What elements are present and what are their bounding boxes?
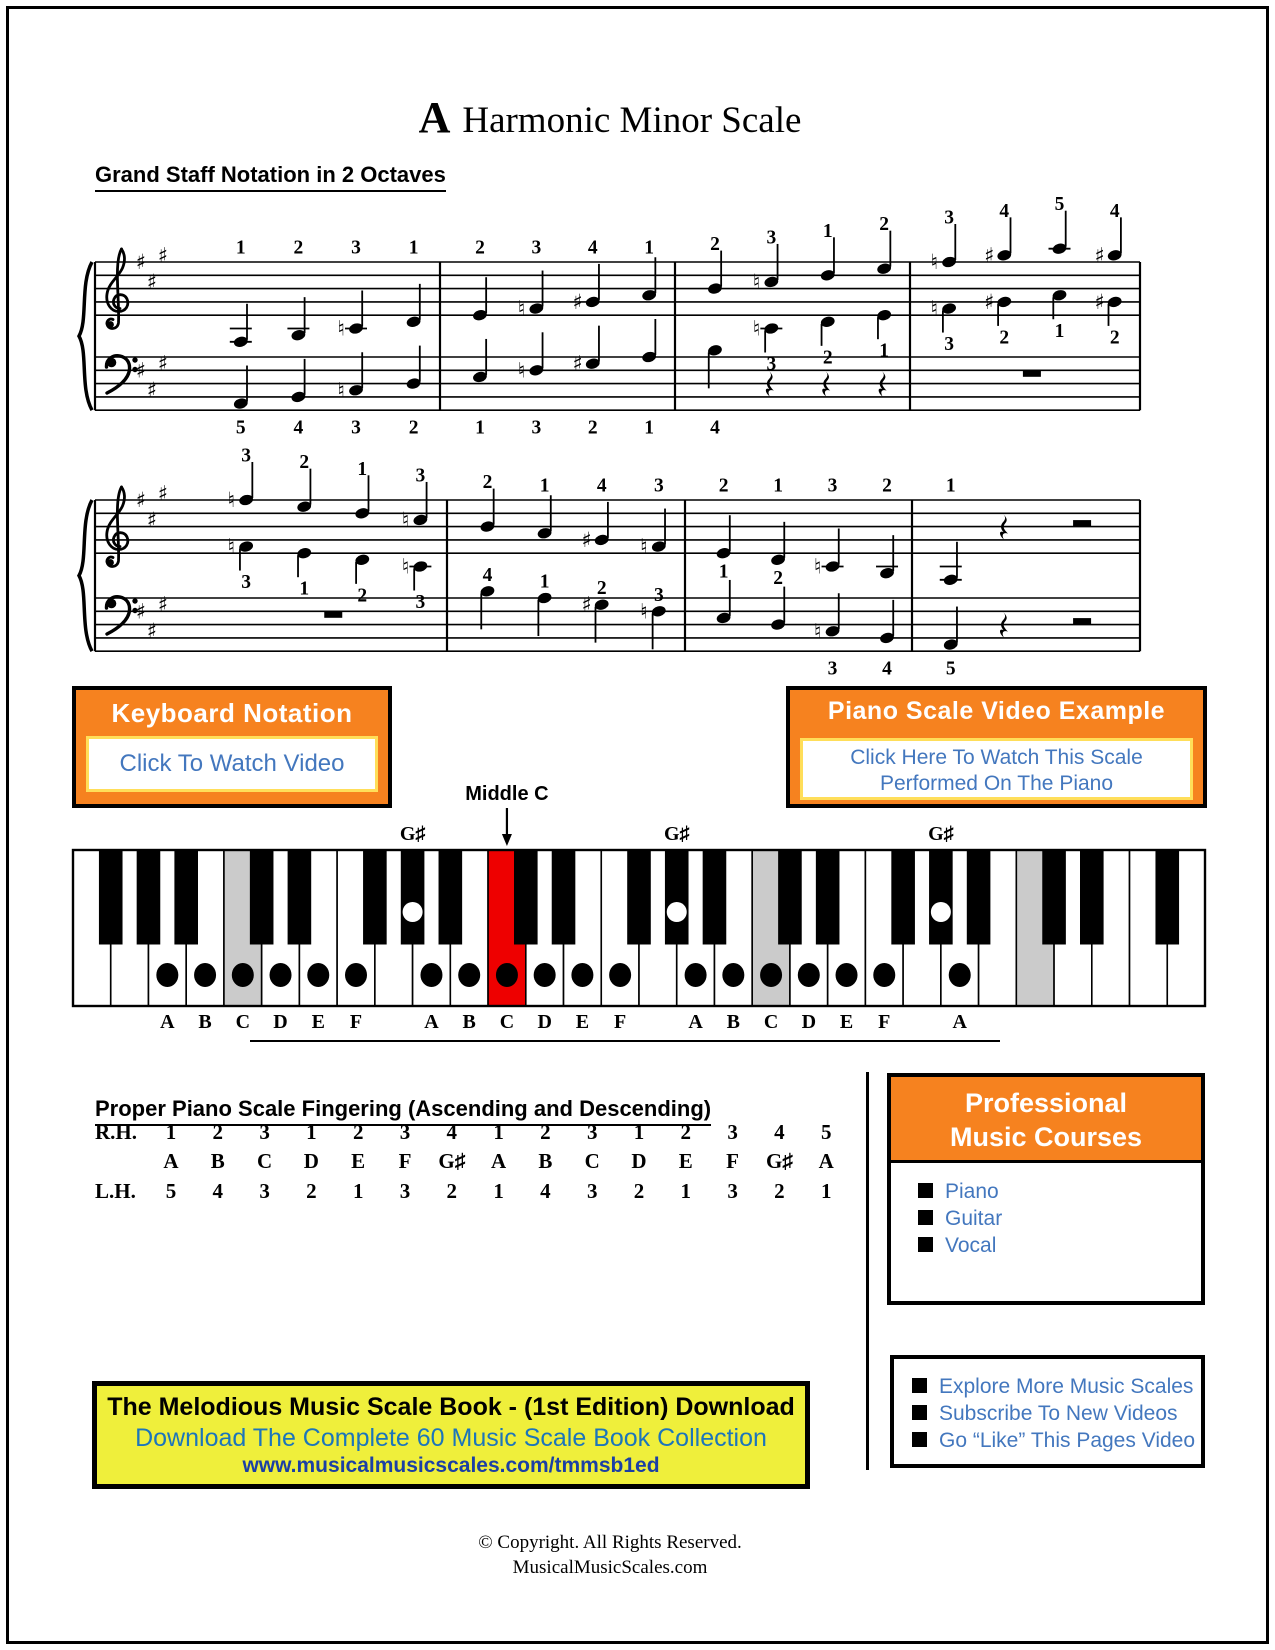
sharp-accidental: ♯ — [581, 527, 592, 552]
black-key — [930, 850, 953, 944]
fingering-cell-lh: 1 — [493, 1179, 504, 1203]
fingering-cell-rh: 2 — [212, 1120, 224, 1144]
fingering-cell-lh: 3 — [586, 1179, 598, 1203]
fingering-number: 2 — [879, 214, 890, 236]
more-link-item-link[interactable]: Subscribe To New Videos — [939, 1402, 1178, 1425]
fingering-cell-lh: 1 — [820, 1179, 832, 1203]
fingering-cell-note: B — [210, 1149, 225, 1173]
scale-note-dot — [609, 963, 631, 987]
fingering-number: 2 — [1109, 327, 1120, 349]
fingering-cell-note: E — [678, 1149, 693, 1173]
black-key — [99, 850, 122, 944]
natural-accidental: ♮ — [401, 554, 410, 579]
copyright-footer — [0, 1530, 1220, 1580]
fingering-number: 2 — [822, 347, 833, 369]
gsharp-marker-dot — [667, 902, 687, 922]
fingering-cell-rh: 3 — [727, 1120, 738, 1144]
fingering-cell-rh: 3 — [259, 1120, 270, 1144]
sharp-accidental: ♯ — [1094, 289, 1105, 314]
natural-accidental: ♮ — [401, 507, 410, 532]
grand-staff-heading: Grand Staff Notation in 2 Octaves — [95, 162, 446, 192]
scale-note-dot — [156, 963, 178, 987]
scale-note-dot — [760, 963, 782, 987]
scale-note-dot — [873, 963, 895, 987]
course-item[interactable] — [918, 1207, 1002, 1231]
black-key — [1081, 850, 1104, 944]
course-item-link[interactable]: Vocal — [945, 1234, 997, 1257]
key-signature-sharp: ♯ — [157, 243, 169, 268]
key-signature-sharp: ♯ — [135, 488, 147, 512]
fingering-cell-rh: 3 — [586, 1120, 598, 1144]
more-link-item-link[interactable]: Explore More Music Scales — [939, 1375, 1194, 1398]
fingering-number: 3 — [351, 237, 361, 259]
white-key-letter: F — [349, 1011, 363, 1033]
fingering-cell-rh: 1 — [165, 1120, 177, 1144]
fingering-number: 2 — [299, 452, 310, 474]
bullet-square-icon — [918, 1183, 933, 1198]
white-key-letter: D — [273, 1011, 288, 1033]
fingering-number: 2 — [773, 568, 783, 590]
natural-accidental: ♮ — [640, 534, 648, 559]
scale-note-dot — [798, 963, 820, 987]
scale-note-dot — [420, 963, 442, 987]
scale-note-dot — [836, 963, 858, 987]
fingering-number: 2 — [482, 472, 493, 494]
gsharp-key-label: G♯ — [399, 823, 426, 845]
fingering-number: 4 — [999, 200, 1010, 222]
sharp-accidental: ♯ — [984, 243, 995, 268]
fingering-heading: Proper Piano Scale Fingering (Ascending and Descending) — [95, 1096, 711, 1126]
fingering-number: 2 — [999, 327, 1010, 349]
fingering-cell-lh: 2 — [446, 1179, 458, 1203]
system-brace — [79, 262, 92, 410]
fingering-number: 4 — [587, 237, 598, 259]
fingering-cell-note: F — [398, 1149, 412, 1173]
scale-note-dot — [722, 963, 744, 987]
piano-scale-video-box-title: Piano Scale Video Example — [827, 697, 1166, 725]
black-key — [703, 850, 726, 944]
fingering-cell-lh: 2 — [306, 1179, 317, 1203]
natural-accidental: ♮ — [337, 378, 345, 403]
fingering-number: 1 — [235, 237, 246, 259]
fingering-number: 3 — [766, 227, 777, 249]
fingering-number: 3 — [241, 445, 252, 467]
fingering-cell-rh: 1 — [633, 1120, 645, 1144]
natural-accidental: ♮ — [813, 619, 822, 644]
bass-clef-icon — [106, 356, 137, 393]
white-key-letter: E — [311, 1011, 325, 1033]
scale-note-dot — [194, 963, 216, 987]
black-key — [401, 850, 424, 944]
fingering-number: 2 — [293, 237, 304, 259]
fingering-number: 2 — [408, 417, 419, 439]
piano-keyboard-diagram — [60, 770, 1220, 1040]
more-link-item[interactable] — [912, 1429, 1195, 1453]
fingering-number: 2 — [718, 475, 729, 497]
fingering-cell-note: E — [351, 1149, 366, 1173]
key-signature-sharp: ♯ — [146, 508, 158, 532]
fingering-number: 2 — [710, 234, 720, 256]
black-key — [665, 850, 688, 944]
fingering-number: 1 — [539, 571, 550, 593]
fingering-number: 2 — [357, 585, 368, 607]
fingering-number: 1 — [408, 237, 419, 259]
fingering-number: 2 — [475, 237, 485, 259]
gsharp-marker-dot — [403, 902, 423, 922]
black-key — [892, 850, 915, 944]
gsharp-marker-dot — [931, 902, 951, 922]
black-key — [816, 850, 839, 944]
piano-scale-video-link-line2[interactable]: Performed On The Piano — [879, 772, 1114, 795]
natural-accidental: ♮ — [517, 358, 526, 383]
fingering-number: 1 — [773, 475, 783, 497]
fingering-cell-note: D — [631, 1149, 647, 1173]
white-key-letter: A — [688, 1011, 703, 1033]
key-signature-sharp: ♯ — [135, 250, 147, 274]
fingering-number: 2 — [587, 417, 598, 439]
professional-courses-box — [887, 1073, 1205, 1305]
fingering-cell-lh: 1 — [352, 1179, 364, 1203]
fingering-number: 1 — [879, 340, 890, 362]
fingering-number: 3 — [241, 572, 252, 594]
white-key-letter: E — [839, 1011, 854, 1033]
fingering-cell-lh: 3 — [727, 1179, 738, 1203]
white-key-letter: B — [726, 1011, 741, 1033]
scale-book-download-link[interactable]: Download The Complete 60 Music Scale Book Collection — [135, 1424, 767, 1452]
key-signature-sharp: ♯ — [146, 270, 158, 294]
scale-note-dot — [307, 963, 329, 987]
black-key — [628, 850, 651, 944]
fingering-number: 5 — [1054, 194, 1065, 216]
key-signature-sharp: ♯ — [135, 358, 147, 383]
white-key-letter: F — [614, 1011, 627, 1033]
natural-accidental: ♮ — [640, 599, 648, 624]
key-signature-sharp: ♯ — [157, 592, 169, 617]
fingering-number: 4 — [482, 564, 493, 586]
natural-accidental: ♮ — [517, 296, 526, 321]
fingering-number: 3 — [766, 354, 777, 375]
fingering-number: 1 — [945, 475, 956, 497]
fingering-number: 4 — [710, 417, 720, 439]
black-key — [250, 850, 273, 944]
black-key — [1156, 850, 1179, 944]
white-key-letter: C — [499, 1011, 515, 1033]
fingering-number: 3 — [653, 584, 664, 606]
fingering-row-label-lh: L.H. — [95, 1179, 136, 1203]
keyboard-underline — [250, 1040, 1000, 1042]
fingering-number: 1 — [718, 561, 729, 583]
scale-note-dot — [571, 963, 593, 987]
professional-courses-title — [891, 1077, 1201, 1163]
fingering-number: 1 — [539, 475, 550, 497]
black-key — [515, 850, 538, 944]
course-item-link[interactable]: Guitar — [945, 1207, 1003, 1230]
scale-book-download-box — [92, 1381, 810, 1489]
fingering-cell-rh: 2 — [680, 1120, 692, 1144]
fingering-cell-rh: 1 — [493, 1120, 504, 1144]
black-key — [779, 850, 802, 944]
more-links-box — [890, 1355, 1205, 1468]
gsharp-key-label: G♯ — [928, 823, 954, 845]
bullet-square-icon — [918, 1237, 933, 1252]
more-link-item-link[interactable]: Go “Like” This Pages Video — [939, 1429, 1196, 1452]
copyright-line: © Copyright. All Rights Reserved. — [478, 1532, 742, 1553]
key-signature-sharp: ♯ — [157, 351, 169, 376]
sharp-accidental: ♯ — [984, 289, 995, 314]
fingering-cell-lh: 5 — [165, 1179, 177, 1203]
fingering-number: 3 — [415, 465, 426, 487]
system-brace — [79, 500, 92, 651]
fingering-cell-rh: 1 — [306, 1120, 317, 1144]
natural-accidental: ♮ — [930, 250, 938, 274]
fingering-cell-lh: 4 — [212, 1179, 224, 1203]
fingering-cell-lh: 2 — [774, 1179, 785, 1203]
fingering-number: 4 — [293, 417, 304, 439]
key-signature-sharp: ♯ — [146, 619, 158, 644]
fingering-cell-rh: 2 — [352, 1120, 364, 1144]
white-key-letter: E — [575, 1011, 590, 1033]
sharp-accidental: ♯ — [572, 351, 583, 376]
fingering-cell-rh: 3 — [399, 1120, 411, 1144]
white-key-letter: D — [537, 1011, 552, 1033]
natural-accidental: ♮ — [337, 316, 345, 341]
fingering-cell-note: B — [538, 1149, 553, 1173]
scale-book-url-link[interactable]: www.musicalmusicscales.com/tmmsb1ed — [242, 1454, 660, 1477]
black-key — [552, 850, 575, 944]
fingering-number: 3 — [415, 592, 426, 613]
scale-note-dot — [685, 963, 707, 987]
fingering-cell-note: A — [163, 1149, 179, 1173]
fingering-number: 3 — [531, 417, 542, 439]
fingering-cell-rh: 4 — [774, 1120, 785, 1144]
white-key-letter: B — [198, 1011, 212, 1033]
bass-clef-icon — [106, 597, 137, 634]
gsharp-key-label: G♯ — [663, 823, 690, 845]
fingering-number: 3 — [827, 475, 838, 497]
scale-note-dot — [949, 963, 971, 987]
fingering-cell-lh: 1 — [680, 1179, 692, 1203]
title-key-letter: A — [418, 93, 451, 142]
fingering-number: 3 — [653, 475, 664, 497]
key-signature-sharp: ♯ — [135, 599, 147, 624]
keyboard-notation-box-title: Keyboard Notation — [111, 698, 353, 728]
fingering-cell-note: C — [584, 1149, 600, 1173]
grand-staff-heading-wrap — [95, 162, 446, 192]
fingering-number: 1 — [357, 458, 368, 480]
white-key-letter: A — [424, 1011, 439, 1033]
scale-note-dot — [232, 963, 254, 987]
natural-accidental: ♮ — [752, 269, 761, 294]
fingering-number: 2 — [596, 578, 607, 600]
fingering-number: 4 — [1109, 200, 1120, 222]
bullet-square-icon — [918, 1210, 933, 1225]
whole-rest — [1023, 370, 1041, 377]
key-signature-sharp: ♯ — [157, 481, 169, 506]
sharp-accidental: ♯ — [572, 289, 583, 314]
white-key-letter: A — [160, 1011, 175, 1033]
fingering-number: 3 — [351, 417, 361, 439]
fingering-number: 4 — [882, 658, 892, 680]
fingering-cell-lh: 3 — [259, 1179, 270, 1203]
fingering-cell-note: C — [257, 1149, 273, 1173]
fingering-number: 1 — [475, 417, 485, 439]
black-key — [175, 850, 198, 944]
keyboard-notation-watch-link[interactable]: Click To Watch Video — [86, 736, 378, 792]
fingering-row-label-rh: R.H. — [95, 1120, 137, 1144]
more-link-item[interactable] — [912, 1402, 1178, 1426]
black-key — [439, 850, 462, 944]
fingering-cell-lh: 3 — [399, 1179, 411, 1203]
white-key-letter: B — [462, 1011, 476, 1033]
black-key — [288, 850, 311, 944]
professional-courses-title-line2: Music Courses — [949, 1122, 1143, 1152]
natural-accidental: ♮ — [227, 534, 235, 559]
fingering-number: 1 — [1054, 320, 1065, 342]
fingering-cell-note: G♯ — [765, 1149, 793, 1173]
professional-courses-title-line1: Professional — [964, 1088, 1128, 1118]
fingering-number: 1 — [644, 417, 655, 439]
course-item-link[interactable]: Piano — [945, 1180, 999, 1203]
site-name: MusicalMusicScales.com — [512, 1557, 708, 1578]
sharp-accidental: ♯ — [1094, 243, 1105, 268]
fingering-cell-lh: 4 — [540, 1179, 551, 1203]
middle-c-label: Middle C — [465, 783, 549, 805]
scale-book-title: The Melodious Music Scale Book - (1st Edition) Download — [107, 1393, 795, 1421]
grand-staff-notation — [60, 195, 1160, 700]
black-key — [967, 850, 990, 944]
scale-note-dot — [496, 963, 518, 987]
title-scale-name: Harmonic Minor Scale — [462, 100, 802, 141]
fingering-cell-rh: 5 — [820, 1120, 832, 1144]
middle-c-arrowhead-icon — [502, 834, 512, 846]
half-rest — [1073, 520, 1091, 527]
fingering-cell-lh: 2 — [633, 1179, 645, 1203]
fingering-number: 2 — [882, 475, 892, 497]
page-title — [0, 92, 1220, 143]
white-key-letter: D — [801, 1011, 817, 1033]
fingering-number: 3 — [531, 237, 542, 259]
fingering-cell-note: F — [726, 1149, 740, 1173]
fingering-cell-note: D — [303, 1149, 319, 1173]
fingering-number: 5 — [235, 417, 246, 439]
fingering-number: 3 — [944, 207, 954, 229]
white-key-letter: A — [952, 1011, 967, 1033]
fingering-cell-note: A — [818, 1149, 834, 1173]
white-key-letter: C — [235, 1011, 251, 1033]
fingering-number: 5 — [945, 658, 956, 680]
scale-note-dot — [345, 963, 367, 987]
half-rest — [1073, 618, 1091, 625]
black-key — [1043, 850, 1066, 944]
fingering-cell-rh: 4 — [446, 1120, 458, 1144]
fingering-number: 1 — [644, 237, 655, 259]
sidebar-divider — [866, 1072, 869, 1470]
fingering-number: 1 — [822, 220, 833, 242]
more-link-item[interactable] — [912, 1375, 1193, 1399]
bullet-square-icon — [912, 1405, 927, 1420]
sharp-accidental: ♯ — [581, 592, 592, 617]
course-item[interactable] — [918, 1180, 999, 1204]
scale-note-dot — [534, 963, 556, 987]
whole-rest — [324, 611, 342, 618]
fingering-number: 3 — [827, 658, 838, 680]
white-key-letter: F — [878, 1011, 891, 1033]
natural-accidental: ♮ — [227, 488, 235, 512]
bullet-square-icon — [912, 1378, 927, 1393]
natural-accidental: ♮ — [930, 296, 938, 321]
fingering-number: 4 — [596, 475, 607, 497]
piano-scale-video-link-line1[interactable]: Click Here To Watch This Scale — [850, 746, 1143, 769]
fingering-cell-note: A — [491, 1149, 507, 1173]
white-key-letter: C — [763, 1011, 779, 1033]
fingering-number: 3 — [944, 334, 954, 356]
course-item[interactable] — [918, 1234, 996, 1258]
fingering-cell-rh: 2 — [540, 1120, 551, 1144]
key-signature-sharp: ♯ — [146, 378, 158, 403]
black-key — [137, 850, 160, 944]
natural-accidental: ♮ — [752, 316, 761, 341]
black-key — [364, 850, 387, 944]
fingering-number: 1 — [299, 578, 310, 600]
scale-note-dot — [458, 963, 480, 987]
natural-accidental: ♮ — [813, 554, 822, 579]
scale-note-dot — [270, 963, 292, 987]
bullet-square-icon — [912, 1432, 927, 1447]
fingering-cell-note: G♯ — [438, 1149, 466, 1173]
